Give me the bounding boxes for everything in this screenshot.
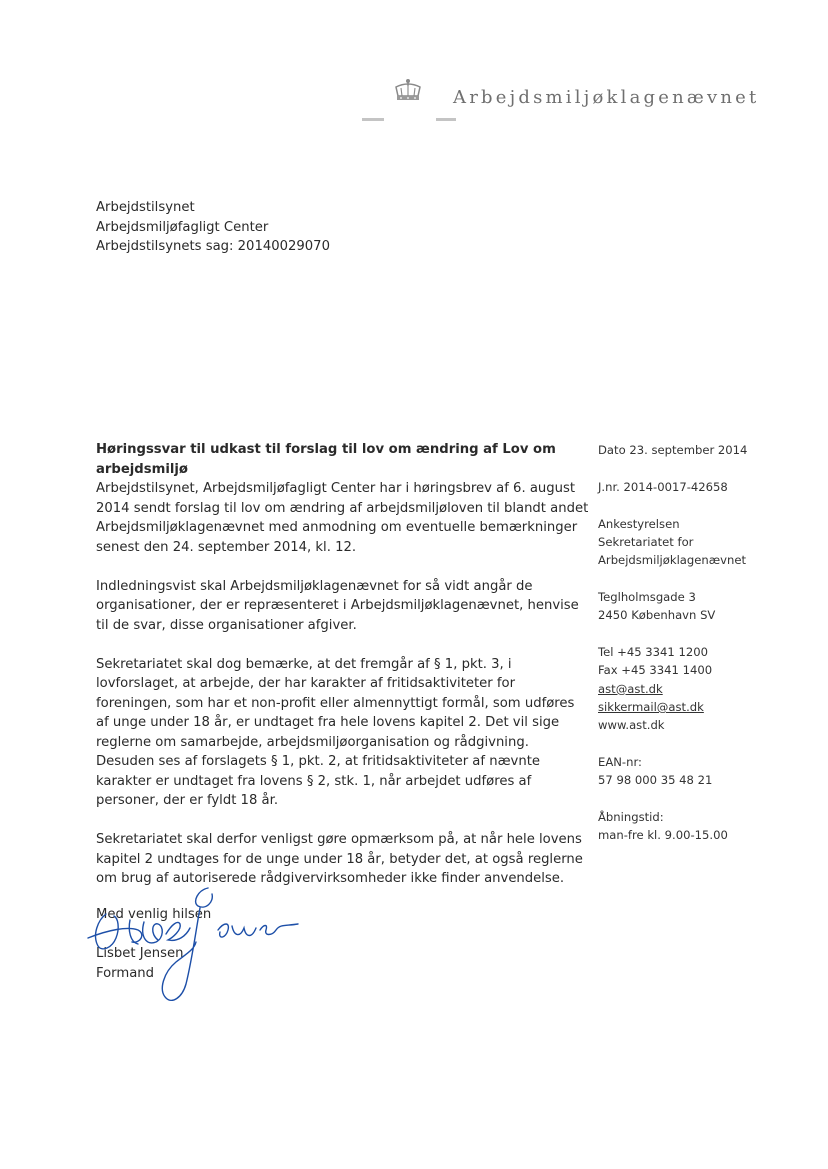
- recipient-line: Arbejdstilsynet: [96, 200, 195, 215]
- recipient-line: Arbejdstilsynets sag: 20140029070: [96, 239, 330, 254]
- recipient-line: Arbejdsmiljøfagligt Center: [96, 219, 269, 235]
- signatory-name: Lisbet Jensen: [96, 946, 184, 961]
- sender-line: Arbejdsmiljøklagenævnet: [598, 553, 747, 568]
- handwritten-signature: [68, 880, 308, 1010]
- secure-email-link[interactable]: sikkermail@ast.dk: [598, 699, 704, 714]
- body-paragraph: Sekretariatet skal derfor venligst gøre opmærksom på, at når hele lovens kapitel 2 undtages for de unge under 18 år, betyder det, at også reglerne om brug af autoriserede rådgivervirksomheder ikke finder anvendelse.: [96, 832, 583, 886]
- opening-hours: man-fre kl. 9.00-15.00: [598, 828, 728, 843]
- letterhead-rule-right: [436, 118, 456, 121]
- website-link[interactable]: www.ast.dk: [598, 718, 665, 733]
- crown-icon: [392, 78, 424, 106]
- phone-number: Tel +45 3341 1200: [598, 645, 708, 660]
- letter-body: [96, 440, 591, 908]
- signatory-title: Formand: [96, 965, 155, 981]
- body-paragraph: Indledningsvist skal Arbejdsmiljøklagenævnet for så vidt angår de organisationer, der er repræsenteret i Arbejdsmiljøklagenævnet, henvise til de svar, disse organisationer afgiver.: [96, 578, 579, 633]
- recipient-address: [96, 198, 330, 257]
- sidebar-info: [598, 441, 818, 845]
- address-line: Teglholmsgade 3: [598, 589, 696, 604]
- letter-date: Dato 23. september 2014: [598, 443, 748, 457]
- letterhead-rule-left: [362, 118, 384, 121]
- ean-label: EAN-nr:: [598, 755, 642, 770]
- opening-hours-label: Åbningstid:: [598, 810, 664, 825]
- letterhead: [0, 0, 828, 130]
- body-paragraph: Sekretariatet skal dog bemærke, at det fremgår af § 1, pkt. 3, i lovforslaget, at arbejde, der har karakter af fritidsaktiviteter for foreningen, som har et non-profit eller almennyttigt formål, som udføres af unge under 18 år, er undtaget fra hele lovens kapitel 2. Det vil sige reglerne om samarbejde, arbejdsmiljøorganisation og rådgivning. Desuden ses af forslagets § 1, pkt. 2, at fritidsaktiviteter af nævnte karakter er undtaget fra lovens § 2, stk. 1, når arbejdet udføres af personer, der er fyldt 18 år.: [96, 656, 575, 808]
- organization-name: Arbejdsmiljøklagenævnet: [453, 87, 760, 108]
- address-line: 2450 København SV: [598, 608, 716, 623]
- signoff-greeting: Med venlig hilsen: [96, 907, 212, 922]
- letter-subject: Høringssvar til udkast til forslag til lov om ændring af Lov om arbejdsmiljø: [96, 442, 556, 477]
- sender-line: Ankestyrelsen: [598, 516, 680, 531]
- journal-number: J.nr. 2014-0017-42658: [598, 479, 728, 494]
- sender-line: Sekretariatet for: [598, 534, 694, 549]
- email-link[interactable]: ast@ast.dk: [598, 681, 663, 696]
- ean-number: 57 98 000 35 48 21: [598, 773, 713, 788]
- body-paragraph: Arbejdstilsynet, Arbejdsmiljøfagligt Center har i høringsbrev af 6. august 2014 sendt forslag til lov om ændring af arbejdsmiljøloven til blandt andet Arbejdsmiljøklagenævnet med anmodning om eventuelle bemærkninger senest den 24. september 2014, kl. 12.: [96, 481, 589, 555]
- fax-number: Fax +45 3341 1400: [598, 663, 713, 678]
